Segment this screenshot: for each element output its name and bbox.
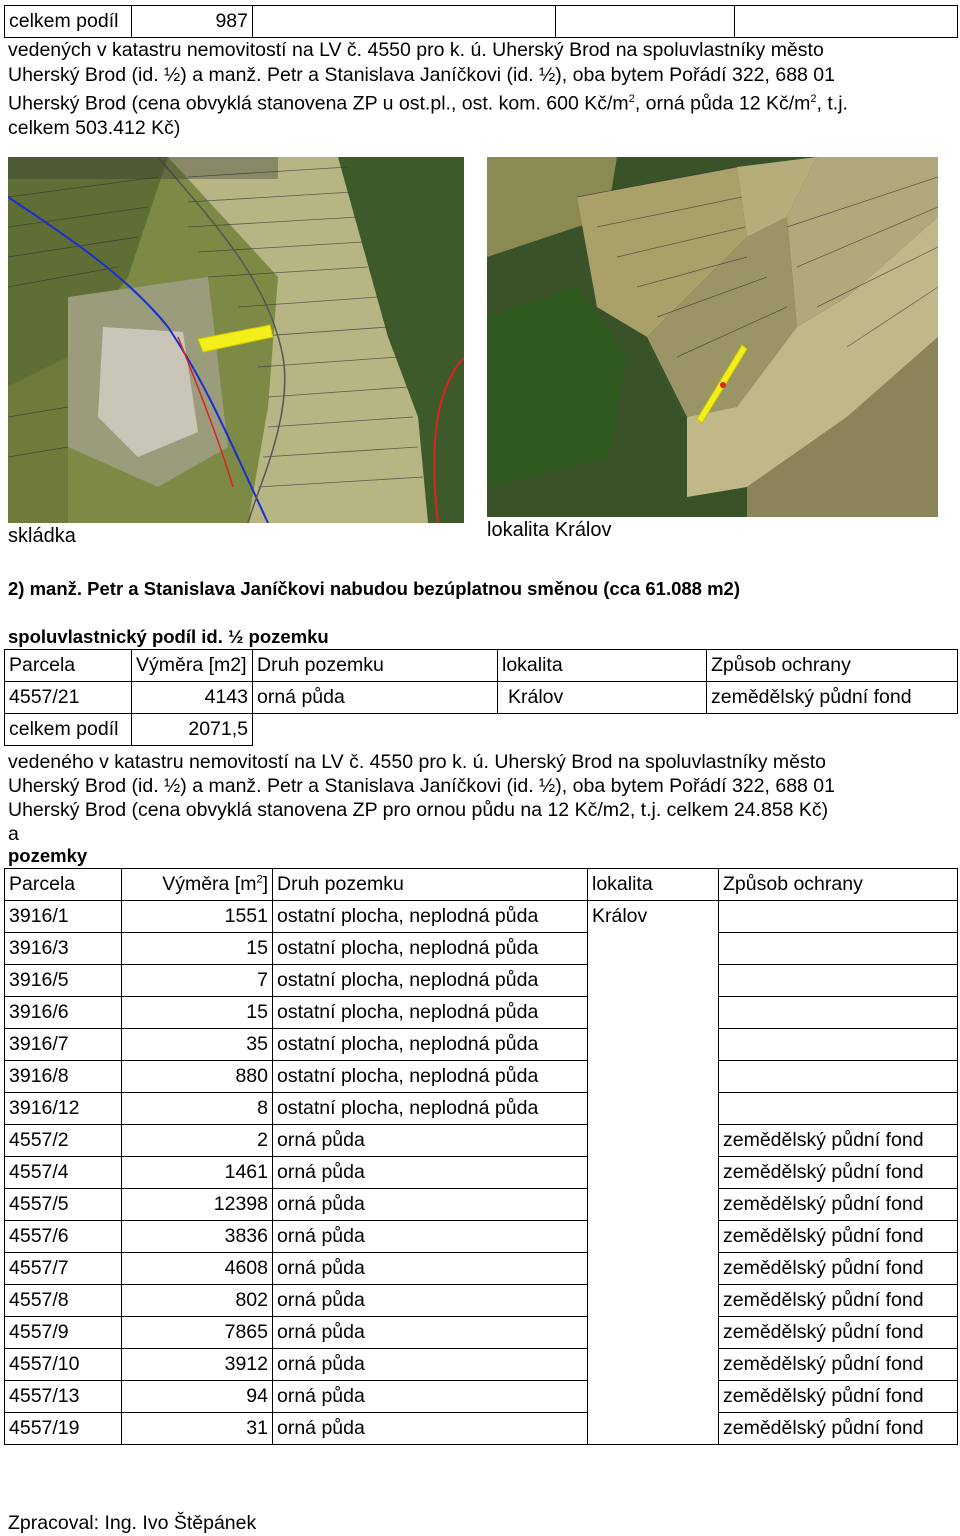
table2-header-ochrana: Způsob ochrany xyxy=(719,869,958,901)
table-row xyxy=(5,1413,958,1445)
table-row xyxy=(5,1221,958,1253)
para2-line3: Uherský Brod (cena obvyklá stanovena ZP pro ornou půdu na 12 Kč/m2, t.j. celkem 24.858 Kč) xyxy=(8,799,829,821)
parcel-protection xyxy=(719,933,958,965)
parcel-area: 15 xyxy=(122,997,273,1029)
parcel-number: 4557/10 xyxy=(5,1349,122,1381)
landfill-caption: skládka xyxy=(8,525,76,547)
parcel-area: 1461 xyxy=(122,1157,273,1189)
parcel-protection xyxy=(719,997,958,1029)
table-row xyxy=(5,1189,958,1221)
table1-total-row xyxy=(5,714,958,746)
table1-vymera: 4143 xyxy=(132,682,253,714)
parcels-heading: pozemky xyxy=(8,845,88,866)
parcel-land-type: orná půda xyxy=(273,1413,588,1445)
parcel-protection: zemědělský půdní fond xyxy=(719,1317,958,1349)
parcel-protection: zemědělský půdní fond xyxy=(719,1189,958,1221)
parcel-protection: zemědělský půdní fond xyxy=(719,1349,958,1381)
table-row xyxy=(5,1093,958,1125)
parcel-area: 3836 xyxy=(122,1221,273,1253)
parcel-land-type: ostatní plocha, neplodná půda xyxy=(273,1029,588,1061)
parcel-land-type: orná půda xyxy=(273,1349,588,1381)
parcel-protection: zemědělský půdní fond xyxy=(719,1125,958,1157)
table-row xyxy=(5,1061,958,1093)
parcel-land-type: ostatní plocha, neplodná půda xyxy=(273,997,588,1029)
table-row xyxy=(5,997,958,1029)
table2-header-row xyxy=(5,869,958,901)
parcel-number: 4557/9 xyxy=(5,1317,122,1349)
parcel-share-table xyxy=(4,649,958,746)
table-row xyxy=(5,1125,958,1157)
prepared-by: Zpracoval: Ing. Ivo Štěpánek xyxy=(8,1512,257,1534)
parcel-number: 3916/3 xyxy=(5,933,122,965)
para1-line3: Uherský Brod (cena obvyklá stanovena ZP u ost.pl., ost. kom. 600 $Kč/m^2$, orná půda 12 $Kč/m^2$, t.j. xyxy=(8,92,848,115)
parcel-protection: zemědělský půdní fond xyxy=(719,1157,958,1189)
parcel-number: 3916/6 xyxy=(5,997,122,1029)
parcel-number: 3916/7 xyxy=(5,1029,122,1061)
parcel-number: 4557/2 xyxy=(5,1125,122,1157)
table1-lokalita: Králov xyxy=(498,682,707,714)
table1-parcela: 4557/21 xyxy=(5,682,132,714)
table1-header-lokalita: lokalita xyxy=(498,650,707,682)
landfill-map-image xyxy=(8,157,464,523)
parcel-number: 4557/13 xyxy=(5,1381,122,1413)
kralov-caption: lokalita Králov xyxy=(487,519,612,541)
parcel-land-type: orná půda xyxy=(273,1381,588,1413)
parcel-number: 4557/5 xyxy=(5,1189,122,1221)
table2-header-lokalita: lokalita xyxy=(588,869,719,901)
parcel-land-type: ostatní plocha, neplodná půda xyxy=(273,1061,588,1093)
parcel-land-type: orná půda xyxy=(273,1317,588,1349)
share-heading: spoluvlastnický podíl id. ½ pozemku xyxy=(8,626,329,647)
parcel-protection xyxy=(719,1093,958,1125)
parcel-area: 7 xyxy=(122,965,273,997)
parcel-area: 15 xyxy=(122,933,273,965)
table1-header-vymera: Výměra [m2] xyxy=(132,650,253,682)
parcel-land-type: orná půda xyxy=(273,1125,588,1157)
table-row xyxy=(5,1317,958,1349)
table-row xyxy=(5,933,958,965)
parcel-area: 3912 xyxy=(122,1349,273,1381)
table-row xyxy=(5,682,958,714)
table-row xyxy=(5,1285,958,1317)
parcel-land-type: ostatní plocha, neplodná půda xyxy=(273,901,588,933)
parcel-protection: zemědělský půdní fond xyxy=(719,1253,958,1285)
paragraph-2 xyxy=(8,750,952,846)
parcel-protection: zemědělský půdní fond xyxy=(719,1381,958,1413)
para1-line1: vedených v katastru nemovitostí na LV č. 4550 pro k. ú. Uherský Brod na spoluvlastníky město xyxy=(8,39,824,61)
table-row xyxy=(5,901,958,933)
parcel-land-type: ostatní plocha, neplodná půda xyxy=(273,1093,588,1125)
parcel-area: 1551 xyxy=(122,901,273,933)
top-total-value: 987 xyxy=(132,6,253,38)
parcel-area: 7865 xyxy=(122,1317,273,1349)
parcel-number: 4557/4 xyxy=(5,1157,122,1189)
parcel-land-type: orná půda xyxy=(273,1285,588,1317)
para1-line4: celkem 503.412 Kč) xyxy=(8,117,181,139)
table-row xyxy=(5,1029,958,1061)
parcel-area: 31 xyxy=(122,1413,273,1445)
table1-druh: orná půda xyxy=(253,682,498,714)
parcel-protection: zemědělský půdní fond xyxy=(719,1413,958,1445)
table2-header-parcela: Parcela xyxy=(5,869,122,901)
table-row xyxy=(5,965,958,997)
parcel-protection xyxy=(719,1061,958,1093)
parcel-number: 4557/19 xyxy=(5,1413,122,1445)
parcel-number: 4557/6 xyxy=(5,1221,122,1253)
parcel-area: 12398 xyxy=(122,1189,273,1221)
parcel-land-type: orná půda xyxy=(273,1157,588,1189)
para2-line4: a xyxy=(8,823,19,845)
paragraph-1 xyxy=(8,38,952,141)
parcel-number: 3916/12 xyxy=(5,1093,122,1125)
parcel-number: 4557/8 xyxy=(5,1285,122,1317)
table2-header-vymera: Výměra $[m^2]$ xyxy=(122,869,273,901)
parcel-land-type: orná půda xyxy=(273,1189,588,1221)
table2-header-druh: Druh pozemku xyxy=(273,869,588,901)
table1-header-druh: Druh pozemku xyxy=(253,650,498,682)
parcels-table xyxy=(4,868,958,1445)
parcel-protection xyxy=(719,965,958,997)
exchange-heading: 2) manž. Petr a Stanislava Janíčkovi nabudou bezúplatnou směnou (cca 61.088 m2) xyxy=(8,578,741,599)
table-row xyxy=(5,1253,958,1285)
parcel-area: 8 xyxy=(122,1093,273,1125)
table1-total-label: celkem podíl xyxy=(5,714,132,746)
top-total-label: celkem podíl xyxy=(5,6,132,38)
table1-total-value: 2071,5 xyxy=(132,714,253,746)
parcel-protection: zemědělský půdní fond xyxy=(719,1285,958,1317)
para1-line2: Uherský Brod (id. ½) a manž. Petr a Stanislava Janíčkovi (id. ½), oba bytem Pořádí 322, 688 01 xyxy=(8,63,835,86)
parcel-protection xyxy=(719,1029,958,1061)
parcel-area: 802 xyxy=(122,1285,273,1317)
kralov-aerial-photo xyxy=(487,157,938,517)
parcel-number: 3916/1 xyxy=(5,901,122,933)
parcel-protection xyxy=(719,901,958,933)
table1-header-parcela: Parcela xyxy=(5,650,132,682)
parcel-land-type: ostatní plocha, neplodná půda xyxy=(273,965,588,997)
table-row xyxy=(5,1157,958,1189)
parcel-number: 3916/8 xyxy=(5,1061,122,1093)
parcel-area: 2 xyxy=(122,1125,273,1157)
parcel-land-type: orná půda xyxy=(273,1221,588,1253)
landfill-aerial-photo xyxy=(8,157,464,523)
table1-ochrana: zemědělský půdní fond xyxy=(707,682,958,714)
parcel-area: 35 xyxy=(122,1029,273,1061)
parcel-locality: Králov xyxy=(588,901,719,1445)
para2-line1: vedeného v katastru nemovitostí na LV č. 4550 pro k. ú. Uherský Brod na spoluvlastníky město xyxy=(8,751,826,773)
table-row xyxy=(5,1349,958,1381)
parcel-area: 4608 xyxy=(122,1253,273,1285)
table1-header-row xyxy=(5,650,958,682)
parcel-protection: zemědělský půdní fond xyxy=(719,1221,958,1253)
table2-body xyxy=(5,901,958,1445)
parcel-land-type: orná půda xyxy=(273,1253,588,1285)
parcel-area: 94 xyxy=(122,1381,273,1413)
table-row xyxy=(5,1381,958,1413)
parcel-number: 3916/5 xyxy=(5,965,122,997)
top-total-table xyxy=(4,5,958,38)
para2-line2: Uherský Brod (id. ½) a manž. Petr a Stanislava Janíčkovi (id. ½), oba bytem Pořádí 322, 688 01 xyxy=(8,775,835,797)
parcel-land-type: ostatní plocha, neplodná půda xyxy=(273,933,588,965)
parcel-number: 4557/7 xyxy=(5,1253,122,1285)
parcel-area: 880 xyxy=(122,1061,273,1093)
table1-header-ochrana: Způsob ochrany xyxy=(707,650,958,682)
kralov-map-image xyxy=(487,157,938,517)
